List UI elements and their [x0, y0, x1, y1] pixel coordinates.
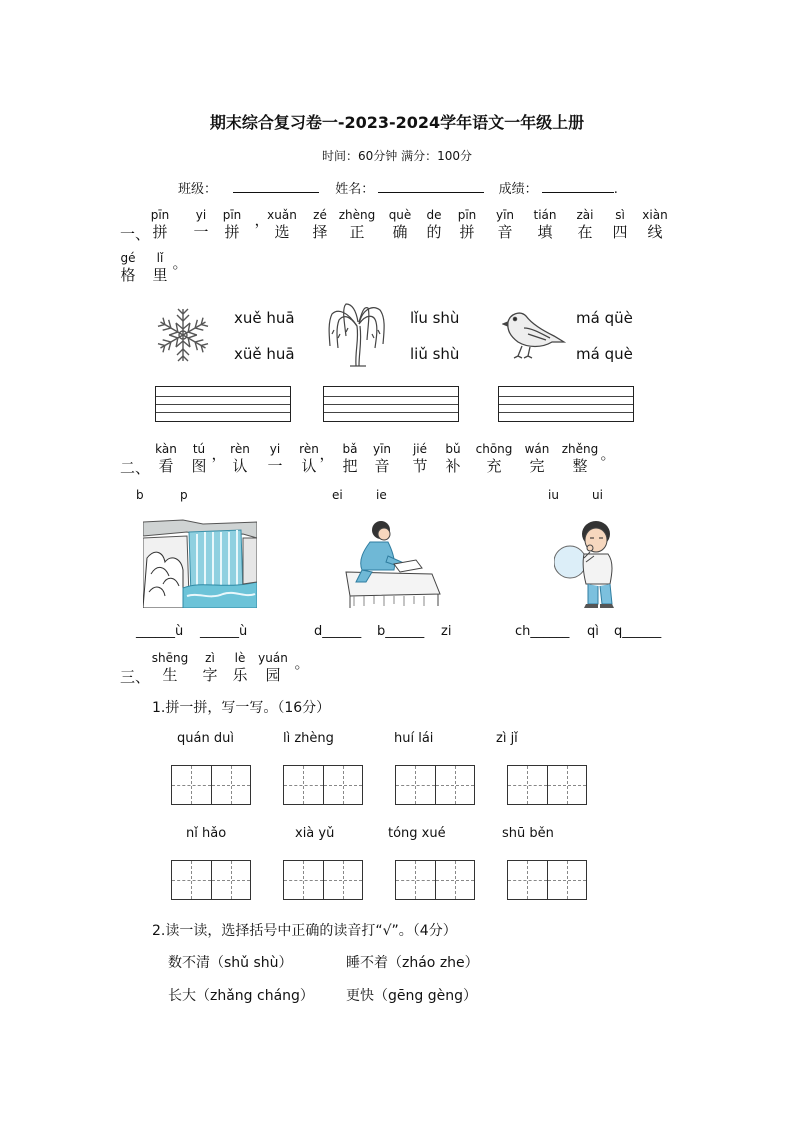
hanzi: 字	[202, 666, 218, 684]
fill-writing-3: zi	[441, 624, 452, 639]
pinyin: yīn	[372, 442, 392, 456]
pinyin: wán	[524, 442, 550, 456]
fill-balloon-3[interactable]: q______	[614, 624, 662, 639]
hanzi: ，	[211, 445, 227, 463]
pinyin: pīn	[457, 208, 477, 222]
name-label: 姓名：	[335, 182, 375, 197]
pinyin: kàn	[155, 442, 177, 456]
hanzi: 生	[162, 666, 178, 684]
hanzi: 选	[274, 223, 290, 241]
hanzi: 。	[294, 654, 310, 672]
snowflake-icon	[155, 305, 211, 365]
hanzi: 填	[537, 223, 553, 241]
willow-tree-icon	[326, 300, 388, 368]
option-willow-2[interactable]: liǔ shù	[410, 345, 460, 363]
option-snow-2[interactable]: xüě huā	[234, 345, 295, 363]
pinyin-label: huí lái	[394, 731, 434, 746]
writing-grid[interactable]	[171, 860, 251, 900]
pinyin: zài	[576, 208, 594, 222]
hanzi: 音	[374, 457, 390, 475]
hanzi: ，	[254, 211, 270, 229]
hanzi: 充	[486, 457, 502, 475]
class-field[interactable]	[233, 180, 319, 193]
pinyin-label: nǐ hǎo	[186, 826, 227, 841]
writing-grid[interactable]	[283, 860, 363, 900]
option-snow-1[interactable]: xuě huā	[234, 309, 295, 327]
hint-ui: ui	[592, 488, 603, 502]
pinyin: xiàn	[642, 208, 668, 222]
hanzi: 把	[342, 457, 358, 475]
hanzi: 一	[267, 457, 283, 475]
hanzi: 。	[600, 445, 616, 463]
pinyin: lè	[234, 651, 246, 665]
pinyin-char	[362, 443, 402, 475]
hanzi: 。	[172, 254, 188, 272]
section1-number: 一、	[120, 225, 151, 243]
pinyin-char	[337, 209, 377, 241]
writing-grid[interactable]	[395, 765, 475, 805]
pinyin: sì	[615, 208, 625, 222]
option-sparrow-2[interactable]: má què	[576, 345, 633, 363]
pinyin-char	[262, 209, 302, 241]
pinyin: bǔ	[445, 442, 461, 456]
pinyin-label: xià yǔ	[295, 826, 335, 841]
pinyin-char	[433, 443, 473, 475]
pinyin-char	[160, 252, 200, 272]
pinyin: yīn	[495, 208, 515, 222]
pinyin: lǐ	[156, 251, 164, 265]
pinyin: zhèng	[338, 208, 376, 222]
hanzi: 音	[497, 223, 513, 241]
pinyin-char	[635, 209, 675, 241]
pinyin: gé	[120, 251, 136, 265]
student-info-row: 班级： 姓名： 成绩： .	[178, 182, 618, 197]
fill-balloon-2: qì	[587, 624, 599, 639]
hanzi: 拼	[224, 223, 240, 241]
pinyin: zé	[313, 208, 327, 222]
exam-meta: 时间：60分钟 满分：100分	[322, 149, 472, 163]
read-item[interactable]: 睡不着（zháo zhe）	[346, 955, 479, 971]
pinyin-label: quán duì	[177, 731, 234, 746]
question-1-title: 1.拼一拼，写一写。（16分）	[152, 700, 331, 716]
waterfall-icon	[143, 518, 257, 608]
option-sparrow-1[interactable]: má qüè	[576, 309, 633, 327]
pinyin-char	[474, 443, 514, 475]
child-blowing-balloon-icon	[554, 518, 630, 610]
question-2-title: 2.读一读，选择括号中正确的读音打“√”。（4分）	[152, 923, 457, 939]
hanzi: 择	[312, 223, 328, 241]
read-item[interactable]: 长大（zhǎng cháng）	[168, 988, 314, 1004]
pinyin: tú	[192, 442, 206, 456]
score-field[interactable]	[542, 180, 614, 193]
pinyin: chōng	[475, 442, 513, 456]
pinyin-char	[565, 209, 605, 241]
hanzi: 正	[349, 223, 365, 241]
hanzi: 四	[612, 223, 628, 241]
hanzi: 节	[412, 457, 428, 475]
pinyin-char	[588, 443, 628, 463]
four-line-box-willow[interactable]	[323, 386, 459, 422]
hanzi: 图	[191, 457, 207, 475]
read-item[interactable]: 数不清（shǔ shù）	[168, 955, 293, 971]
hint-b: b	[136, 488, 144, 502]
sparrow-icon	[502, 306, 566, 362]
writing-grid[interactable]	[507, 765, 587, 805]
read-item[interactable]: 更快（gēng gèng）	[346, 988, 477, 1004]
hint-ei: ei	[332, 488, 343, 502]
hanzi: 确	[392, 223, 408, 241]
pinyin: zhěng	[561, 442, 599, 456]
pinyin: pīn	[222, 208, 242, 222]
pinyin: de	[426, 208, 442, 222]
pinyin: yi	[269, 442, 281, 456]
pinyin-char	[525, 209, 565, 241]
fill-writing-1[interactable]: d______	[314, 624, 362, 639]
hanzi: 乐	[232, 666, 248, 684]
fill-balloon-1[interactable]: ch______	[515, 624, 570, 639]
hanzi: 完	[529, 457, 545, 475]
pinyin-char	[600, 209, 640, 241]
pinyin-char	[150, 652, 190, 684]
pinyin: què	[388, 208, 412, 222]
pinyin: shēng	[151, 651, 189, 665]
pinyin: rèn	[299, 442, 319, 456]
writing-grid[interactable]	[507, 860, 587, 900]
hanzi: 看	[158, 457, 174, 475]
child-writing-icon	[344, 520, 442, 610]
writing-grid[interactable]	[395, 860, 475, 900]
hanzi: 认	[301, 457, 317, 475]
hanzi: 在	[577, 223, 593, 241]
hint-p: p	[180, 488, 188, 502]
pinyin-char	[485, 209, 525, 241]
section2-number: 二、	[120, 459, 151, 477]
pinyin-char	[447, 209, 487, 241]
pinyin: zì	[205, 651, 215, 665]
pinyin: jié	[412, 442, 428, 456]
pinyin-label: shū běn	[502, 826, 554, 841]
fill-waterfall-2[interactable]: ______ù	[200, 624, 248, 639]
page-title: 期末综合复习卷一-2023-2024学年语文一年级上册	[209, 113, 585, 132]
hanzi: 整	[572, 457, 588, 475]
class-label: 班级：	[178, 182, 218, 197]
option-willow-1[interactable]: lǐu shù	[410, 309, 460, 327]
hanzi: 一	[193, 223, 209, 241]
pinyin-char	[300, 209, 340, 241]
hanzi: 格	[120, 266, 136, 284]
pinyin-label: tóng xué	[388, 826, 446, 841]
pinyin: xuǎn	[267, 208, 297, 222]
pinyin: bǎ	[342, 442, 358, 456]
fill-waterfall-1[interactable]: ______ù	[136, 624, 184, 639]
hanzi: 拼	[459, 223, 475, 241]
pinyin-char	[220, 443, 260, 475]
hanzi: 里	[152, 266, 168, 284]
pinyin: yi	[195, 208, 207, 222]
pinyin-char	[282, 652, 322, 672]
hanzi: 补	[445, 457, 461, 475]
hint-ie: ie	[376, 488, 387, 502]
writing-grid[interactable]	[283, 765, 363, 805]
score-label: 成绩：	[498, 182, 538, 197]
pinyin-label: lì zhèng	[283, 731, 334, 746]
pinyin: yuán	[258, 651, 288, 665]
writing-grid[interactable]	[171, 765, 251, 805]
hanzi: 的	[426, 223, 442, 241]
pinyin-char	[140, 209, 180, 241]
hanzi: 线	[647, 223, 663, 241]
four-line-box-sparrow[interactable]	[498, 386, 634, 422]
hanzi: 园	[265, 666, 281, 684]
name-field[interactable]	[378, 180, 484, 193]
pinyin: rèn	[230, 442, 250, 456]
hint-iu: iu	[548, 488, 559, 502]
hanzi: 拼	[152, 223, 168, 241]
four-line-box-snow[interactable]	[155, 386, 291, 422]
fill-writing-2[interactable]: b______	[377, 624, 425, 639]
hanzi: 认	[232, 457, 248, 475]
pinyin-char	[517, 443, 557, 475]
pinyin: tián	[533, 208, 557, 222]
hanzi: ，	[319, 445, 335, 463]
section3-number: 三、	[120, 668, 151, 686]
pinyin-label: zì jǐ	[496, 731, 518, 746]
pinyin: pīn	[150, 208, 170, 222]
